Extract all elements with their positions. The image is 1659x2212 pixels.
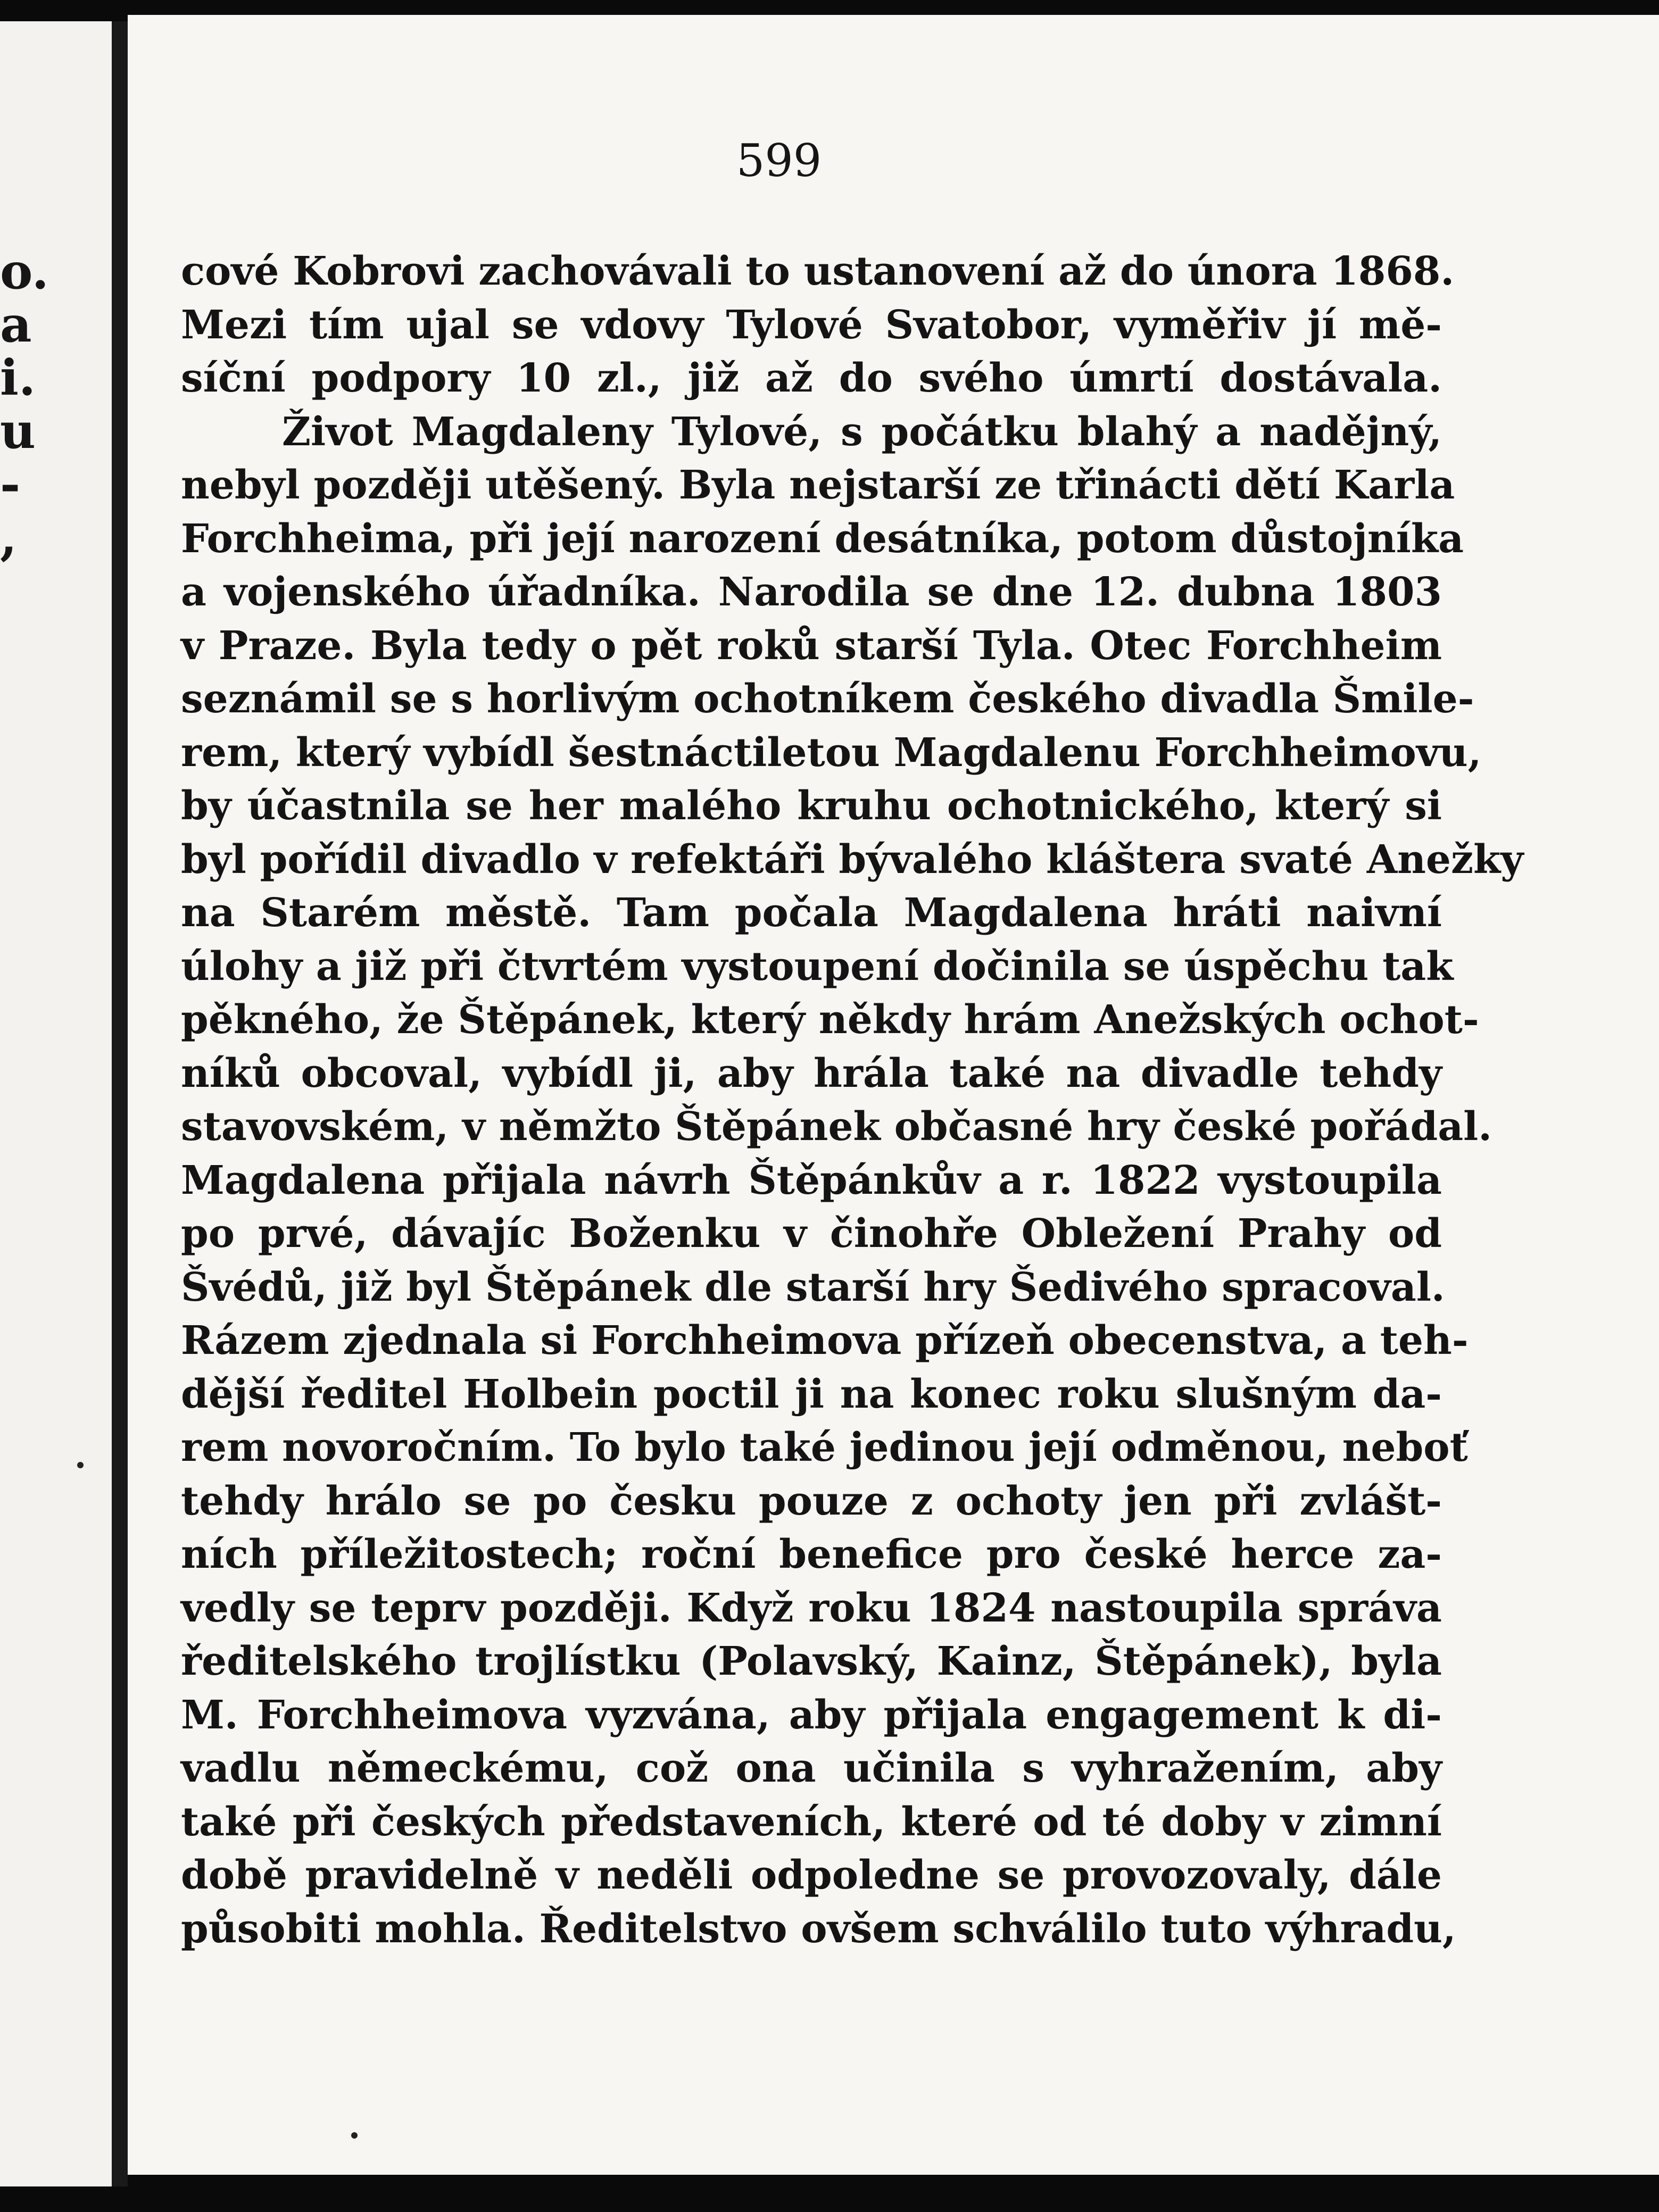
text-line: také při českých představeních, které od té doby v zimní: [181, 1799, 1442, 1845]
text-line: Švédů, již byl Štěpánek dle starší hry Šedivého spracoval.: [181, 1264, 1445, 1310]
text-line: po prvé, dávajíc Boženku v činohře Obležení Prahy od: [181, 1211, 1442, 1257]
text-line: Rázem zjednala si Forchheimova přízeň obecenstva, a teh-: [181, 1318, 1469, 1363]
text-line: pěkného, že Štěpánek, který někdy hrám Anežských ochot-: [181, 997, 1479, 1043]
text-line: Život Magdaleny Tylové, s počátku blahý a nadějný,: [282, 409, 1442, 455]
text-line: Magdalena přijala návrh Štěpánkův a r. 1822 vystoupila: [181, 1157, 1442, 1203]
text-line: stavovském, v němžto Štěpánek občasné hry české pořádal.: [181, 1104, 1492, 1150]
page-number: 599: [736, 135, 822, 187]
text-line: působiti mohla. Ředitelstvo ovšem schválilo tuto výhradu,: [181, 1906, 1456, 1952]
facing-fragment: u: [0, 402, 36, 460]
text-line: ních příležitostech; roční benefice pro české herce za-: [181, 1532, 1442, 1577]
text-line: vedly se teprv později. Když roku 1824 nastoupila správa: [181, 1585, 1442, 1631]
text-line: nebyl později utěšený. Byla nejstarší ze třinácti dětí Karla: [181, 462, 1455, 508]
page-body-text: [181, 245, 1524, 1956]
text-line: M. Forchheimova vyzvána, aby přijala engagement k di-: [181, 1692, 1442, 1738]
text-line: úlohy a již při čtvrtém vystoupení dočinila se úspěchu tak: [181, 943, 1454, 989]
facing-fragment: -: [0, 455, 21, 513]
text-line: rem novoročním. To bylo také jedinou její odměnou, neboť: [181, 1425, 1468, 1470]
facing-page-text-fragments: [0, 243, 49, 566]
text-line: cové Kobrovi zachovávali to ustanovení až do února 1868.: [181, 248, 1455, 294]
scan-speck: [351, 2132, 358, 2139]
text-line: ředitelského trojlístku (Polavský, Kainz, Štěpánek), byla: [181, 1639, 1442, 1684]
facing-fragment: ,: [0, 509, 18, 566]
scan-speck: [77, 1462, 84, 1468]
text-line: Forchheima, při její narození desátníka, potom důstojníka: [181, 515, 1464, 562]
text-line: Mezi tím ujal se vdovy Tylové Svatobor, vyměřiv jí mě-: [181, 302, 1442, 348]
facing-page-edge: [0, 21, 112, 2186]
text-line: dější ředitel Holbein poctil ji na konec roku slušným da-: [181, 1371, 1442, 1417]
text-line: rem, který vybídl šestnáctiletou Magdalenu Forchheimovu,: [181, 729, 1482, 776]
text-line: době pravidelně v neděli odpoledne se provozovaly, dále: [181, 1852, 1442, 1898]
text-line: seznámil se s horlivým ochotníkem českého divadla Šmile-: [181, 676, 1474, 722]
text-line: síční podpory 10 zl., již až do svého úmrtí dostávala.: [181, 355, 1442, 401]
text-line: byl pořídil divadlo v refektáři bývalého kláštera svaté Anežky: [181, 836, 1524, 883]
text-line: v Praze. Byla tedy o pět roků starší Tyla. Otec Forchheim: [181, 622, 1442, 669]
facing-fragment: i.: [0, 349, 36, 406]
text-line: na Starém městě. Tam počala Magdalena hráti naivní: [181, 890, 1442, 936]
facing-fragment: o.: [0, 243, 49, 300]
book-gutter: [112, 21, 128, 2186]
text-line: a vojenského úřadníka. Narodila se dne 12. dubna 1803: [181, 569, 1442, 615]
facing-fragment: a: [0, 296, 32, 353]
text-line: tehdy hrálo se po česku pouze z ochoty jen při zvlášt-: [181, 1478, 1442, 1524]
book-page: [128, 15, 1659, 2175]
text-line: by účastnila se her malého kruhu ochotnického, který si: [181, 783, 1442, 829]
text-line: níků obcoval, vybídl ji, aby hrála také na divadle tehdy: [181, 1050, 1442, 1096]
text-line: vadlu německému, což ona učinila s vyhražením, aby: [181, 1745, 1442, 1791]
